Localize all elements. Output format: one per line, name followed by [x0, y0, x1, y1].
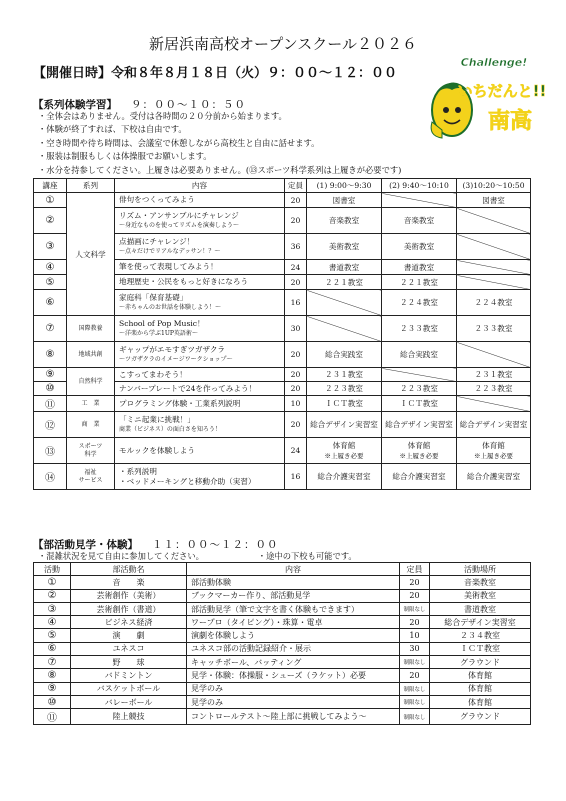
table-cell: ユネスコ部の活動記録紹介・展示	[187, 642, 400, 655]
table-cell: ⑫	[34, 412, 67, 438]
page-title: 新居浜南高校オープンスクール２０２６	[149, 35, 417, 53]
section1-heading: 【系列体験学習】 ９：００～１０：５０	[33, 99, 246, 111]
table-cell: ２３１教室	[457, 368, 531, 382]
table-row	[34, 682, 531, 695]
table-cell: ２３３教室	[382, 316, 457, 342]
table-cell: ⑥	[34, 290, 67, 316]
table-cell: 美術教室	[430, 589, 531, 602]
empty-slot-cell	[307, 290, 382, 316]
table-cell: 20	[400, 576, 430, 589]
table-cell: ⑩	[34, 695, 71, 708]
club-table	[33, 562, 531, 725]
table-row	[34, 616, 531, 629]
table-cell: ③	[34, 602, 71, 615]
table-cell: ＩＣＴ教室	[430, 642, 531, 655]
table-cell: 演劇を体験しよう	[187, 629, 400, 642]
table-cell: 制限なし	[400, 602, 430, 615]
table-cell: 制限なし	[400, 656, 430, 669]
table-cell: スポーツ 科学	[67, 438, 115, 464]
table-cell: 総合デザイン実習室	[382, 412, 457, 438]
table-cell: バレーボール	[71, 695, 187, 708]
table-cell: 見学・体験：体操服・シューズ（ラケット）必要	[187, 669, 400, 682]
table-cell: 俳句をつくってみよう	[115, 193, 285, 208]
table-cell: 音楽教室	[307, 208, 382, 234]
table-row	[34, 576, 531, 589]
table-cell: 16	[285, 290, 307, 316]
table-cell: グラウンド	[430, 656, 531, 669]
table-cell: 制限なし	[400, 682, 430, 695]
table-cell: ⑪	[34, 396, 67, 412]
table-header-row	[34, 179, 531, 193]
table-row	[34, 193, 531, 208]
table-cell: 制限なし	[400, 695, 430, 708]
table-cell: ⑬	[34, 438, 67, 464]
table-cell: ２２４教室	[382, 290, 457, 316]
table-cell: ⑤	[34, 275, 67, 290]
table-row	[34, 629, 531, 642]
note-line: ・空き時間や待ち時間は、会議室で休憩しながら高校生と自由に話せます。	[38, 137, 320, 148]
table-cell: ２２３教室	[382, 382, 457, 396]
table-cell: 36	[285, 234, 307, 260]
table-cell: 総合介護実習室	[457, 464, 531, 490]
table-cell: モルックを体験しよう	[115, 438, 285, 464]
table-cell: ブックマーカー作り、部活動見学	[187, 589, 400, 602]
table-cell: ２２３教室	[457, 382, 531, 396]
table-cell: ⑩	[34, 382, 67, 396]
table-cell: 20	[285, 208, 307, 234]
table-cell: 見学のみ	[187, 682, 400, 695]
table-row	[34, 656, 531, 669]
table-cell: プログラミング体験・工業系列説明	[115, 396, 285, 412]
table-cell: 国際教養	[67, 316, 115, 342]
table-header-row	[34, 563, 531, 576]
empty-slot-cell	[457, 234, 531, 260]
header-cell: 定員	[285, 179, 307, 193]
table-cell: こすってまわそう！	[115, 368, 285, 382]
table-row	[34, 695, 531, 708]
table-cell: 書道教室	[307, 260, 382, 275]
table-row	[34, 709, 531, 725]
header-cell: 系列	[67, 179, 115, 193]
header-cell: 内容	[115, 179, 285, 193]
table-cell: 地域共創	[67, 342, 115, 368]
empty-slot-cell	[457, 275, 531, 290]
table-cell: 20	[285, 193, 307, 208]
table-cell: 体育館 ※上履き必要	[457, 438, 531, 464]
header-cell: (3)10:20～10:50	[457, 179, 531, 193]
table-cell: School of Pop Music！ ～洋楽から学ぶ1UP英語術～	[115, 316, 285, 342]
svg-text:Challenge!: Challenge!	[460, 56, 528, 69]
table-row	[34, 342, 531, 368]
table-cell: ⑨	[34, 682, 71, 695]
table-cell: ２２３教室	[307, 382, 382, 396]
table-cell: 20	[285, 368, 307, 382]
table-cell: 体育館	[430, 682, 531, 695]
table-row	[34, 438, 531, 464]
table-cell: 図書室	[307, 193, 382, 208]
section2-heading: 【部活動見学・体験】 １１：００～１２：００	[33, 539, 279, 551]
header-cell: 定員	[400, 563, 430, 576]
table-cell: 見学のみ	[187, 695, 400, 708]
table-cell: 体育館	[430, 669, 531, 682]
table-row	[34, 642, 531, 655]
note-line: ・服装は制服もしくは体操服でお願いします。	[38, 151, 212, 162]
table-cell: 商 業	[67, 412, 115, 438]
note-line: ・全体会はありません。受付は各時間の２０分前から始まります。	[38, 111, 287, 121]
course-table	[33, 178, 531, 490]
section2-notes: ・混雑状況を見て自由に参加してください。 ・途中の下校も可能です。	[38, 551, 357, 561]
table-cell: 音 楽	[71, 576, 187, 589]
table-cell: 野 球	[71, 656, 187, 669]
table-row	[34, 669, 531, 682]
event-datetime: 【開催日時】令和８年８月１８日（火）９：００～１２：００	[33, 66, 398, 81]
table-cell: 体育館 ※上履き必要	[382, 438, 457, 464]
table-cell: ビジネス経済	[71, 616, 187, 629]
empty-slot-cell	[457, 208, 531, 234]
table-cell: 16	[285, 464, 307, 490]
table-cell: バスケットボール	[71, 682, 187, 695]
table-cell: ２３３教室	[457, 316, 531, 342]
table-row	[34, 368, 531, 382]
table-cell: 家庭科「保育基礎」 ～赤ちゃんのお世話を体験しよう！～	[115, 290, 285, 316]
table-cell: ⑧	[34, 342, 67, 368]
table-cell: 美術教室	[382, 234, 457, 260]
table-cell: コントロールテスト～陸上部に挑戦してみよう～	[187, 709, 400, 725]
table-cell: ２２１教室	[307, 275, 382, 290]
table-cell: 部活動体験	[187, 576, 400, 589]
table-cell: 20	[400, 669, 430, 682]
empty-slot-cell	[382, 193, 457, 208]
table-cell: 20	[400, 589, 430, 602]
table-cell: 24	[285, 438, 307, 464]
series-science: 自然科学	[67, 368, 115, 396]
table-cell: 総合介護実習室	[382, 464, 457, 490]
note-line: ・体験が終了すれば、下校は自由です。	[38, 124, 187, 135]
table-cell: キャッチボール、バッティング	[187, 656, 400, 669]
table-cell: ⑦	[34, 656, 71, 669]
table-cell: 20	[285, 275, 307, 290]
table-cell: 書道教室	[382, 260, 457, 275]
header-cell: 活動場所	[430, 563, 531, 576]
table-cell: 体育館	[430, 695, 531, 708]
table-cell: ⑦	[34, 316, 67, 342]
section1-time: ９：００～１０：５０	[131, 99, 246, 111]
empty-slot-cell	[457, 342, 531, 368]
table-cell: 20	[285, 412, 307, 438]
table-cell: ２３１教室	[307, 368, 382, 382]
table-cell: ２２１教室	[382, 275, 457, 290]
table-cell: ⑧	[34, 669, 71, 682]
table-cell: ギャップがエモすぎツガザクラ ～ツガザクラのイメージワークショップ～	[115, 342, 285, 368]
table-cell: 音楽教室	[430, 576, 531, 589]
table-cell: 美術教室	[307, 234, 382, 260]
table-row	[34, 464, 531, 490]
table-cell: ・系列説明 ・ベッドメーキングと移動介助（実習）	[115, 464, 285, 490]
table-cell: 「ミニ起業に挑戦！」 商業（ビジネス）の面白さを知ろう！	[115, 412, 285, 438]
series-humanities: 人文科学	[67, 193, 115, 316]
table-cell: 音楽教室	[382, 208, 457, 234]
table-cell: 総合デザイン実習室	[307, 412, 382, 438]
table-cell: 筆を使って表現してみよう！	[115, 260, 285, 275]
table-cell: 24	[285, 260, 307, 275]
table-cell: ２３４教室	[430, 629, 531, 642]
empty-slot-cell	[382, 368, 457, 382]
table-row	[34, 396, 531, 412]
table-cell: ＩＣＴ教室	[382, 396, 457, 412]
table-cell: 制限なし	[400, 709, 430, 725]
table-cell: リズム・アンサンブルにチャレンジ ～身近なものを使ってリズムを演奏しよう～	[115, 208, 285, 234]
empty-slot-cell	[457, 260, 531, 275]
section1-notes	[38, 110, 478, 177]
table-cell: ２２４教室	[457, 290, 531, 316]
table-row	[34, 589, 531, 602]
table-cell: ⑪	[34, 709, 71, 725]
table-cell: 総合デザイン実習室	[430, 616, 531, 629]
table-cell: 20	[285, 382, 307, 396]
section2-time: １１：００～１２：００	[152, 539, 279, 551]
svg-text:いちだんと!!: いちだんと!!	[457, 82, 546, 100]
header-cell: 活動	[34, 563, 71, 576]
note-line: ・水分を持参してください。上履きは必要ありません。(⑬スポーツ科学系列は上履きが必要です)	[38, 164, 402, 175]
table-cell: 芸術創作（書道）	[71, 602, 187, 615]
table-row	[34, 412, 531, 438]
table-cell: ユネスコ	[71, 642, 187, 655]
empty-slot-cell	[457, 396, 531, 412]
table-row	[34, 316, 531, 342]
table-cell: ＩＣＴ教室	[307, 396, 382, 412]
empty-slot-cell	[307, 316, 382, 342]
table-row	[34, 602, 531, 615]
table-cell: ⑤	[34, 629, 71, 642]
table-cell: 陸上競技	[71, 709, 187, 725]
table-cell: 工 業	[67, 396, 115, 412]
header-cell: (1) 9:00～9:30	[307, 179, 382, 193]
table-cell: ④	[34, 260, 67, 275]
table-cell: グラウンド	[430, 709, 531, 725]
table-cell: 点描画にチャレンジ！ ～点々だけでリアルなデッサン！？～	[115, 234, 285, 260]
table-cell: 総合実践室	[307, 342, 382, 368]
table-cell: ②	[34, 208, 67, 234]
table-cell: 20	[285, 342, 307, 368]
table-cell: 総合実践室	[382, 342, 457, 368]
table-cell: バドミントン	[71, 669, 187, 682]
table-cell: 演 劇	[71, 629, 187, 642]
table-cell: ①	[34, 576, 71, 589]
header-cell: 講座	[34, 179, 67, 193]
table-cell: 体育館 ※上履き必要	[307, 438, 382, 464]
table-cell: 図書室	[457, 193, 531, 208]
table-cell: ④	[34, 616, 71, 629]
table-cell: ナンバープレートで24を作ってみよう！	[115, 382, 285, 396]
table-cell: 芸術創作（美術）	[71, 589, 187, 602]
table-cell: ワープロ（タイピング）・珠算・電卓	[187, 616, 400, 629]
table-cell: ⑨	[34, 368, 67, 382]
table-cell: 総合デザイン実習室	[457, 412, 531, 438]
header-cell: 内容	[187, 563, 400, 576]
table-cell: 書道教室	[430, 602, 531, 615]
table-cell: ⑭	[34, 464, 67, 490]
table-cell: 10	[400, 629, 430, 642]
header-cell: 部活動名	[71, 563, 187, 576]
table-cell: 地理歴史・公民をもっと好きになろう	[115, 275, 285, 290]
table-cell: 30	[400, 642, 430, 655]
table-cell: ①	[34, 193, 67, 208]
table-cell: ③	[34, 234, 67, 260]
table-cell: 20	[400, 616, 430, 629]
table-cell: ⑥	[34, 642, 71, 655]
svg-text:南高: 南高	[487, 109, 533, 134]
table-cell: 福祉 サービス	[67, 464, 115, 490]
table-cell: 30	[285, 316, 307, 342]
table-cell: 部活動見学（筆で文字を書く体験もできます）	[187, 602, 400, 615]
header-cell: (2) 9:40～10:10	[382, 179, 457, 193]
table-cell: 総合介護実習室	[307, 464, 382, 490]
table-cell: ②	[34, 589, 71, 602]
table-cell: 10	[285, 396, 307, 412]
